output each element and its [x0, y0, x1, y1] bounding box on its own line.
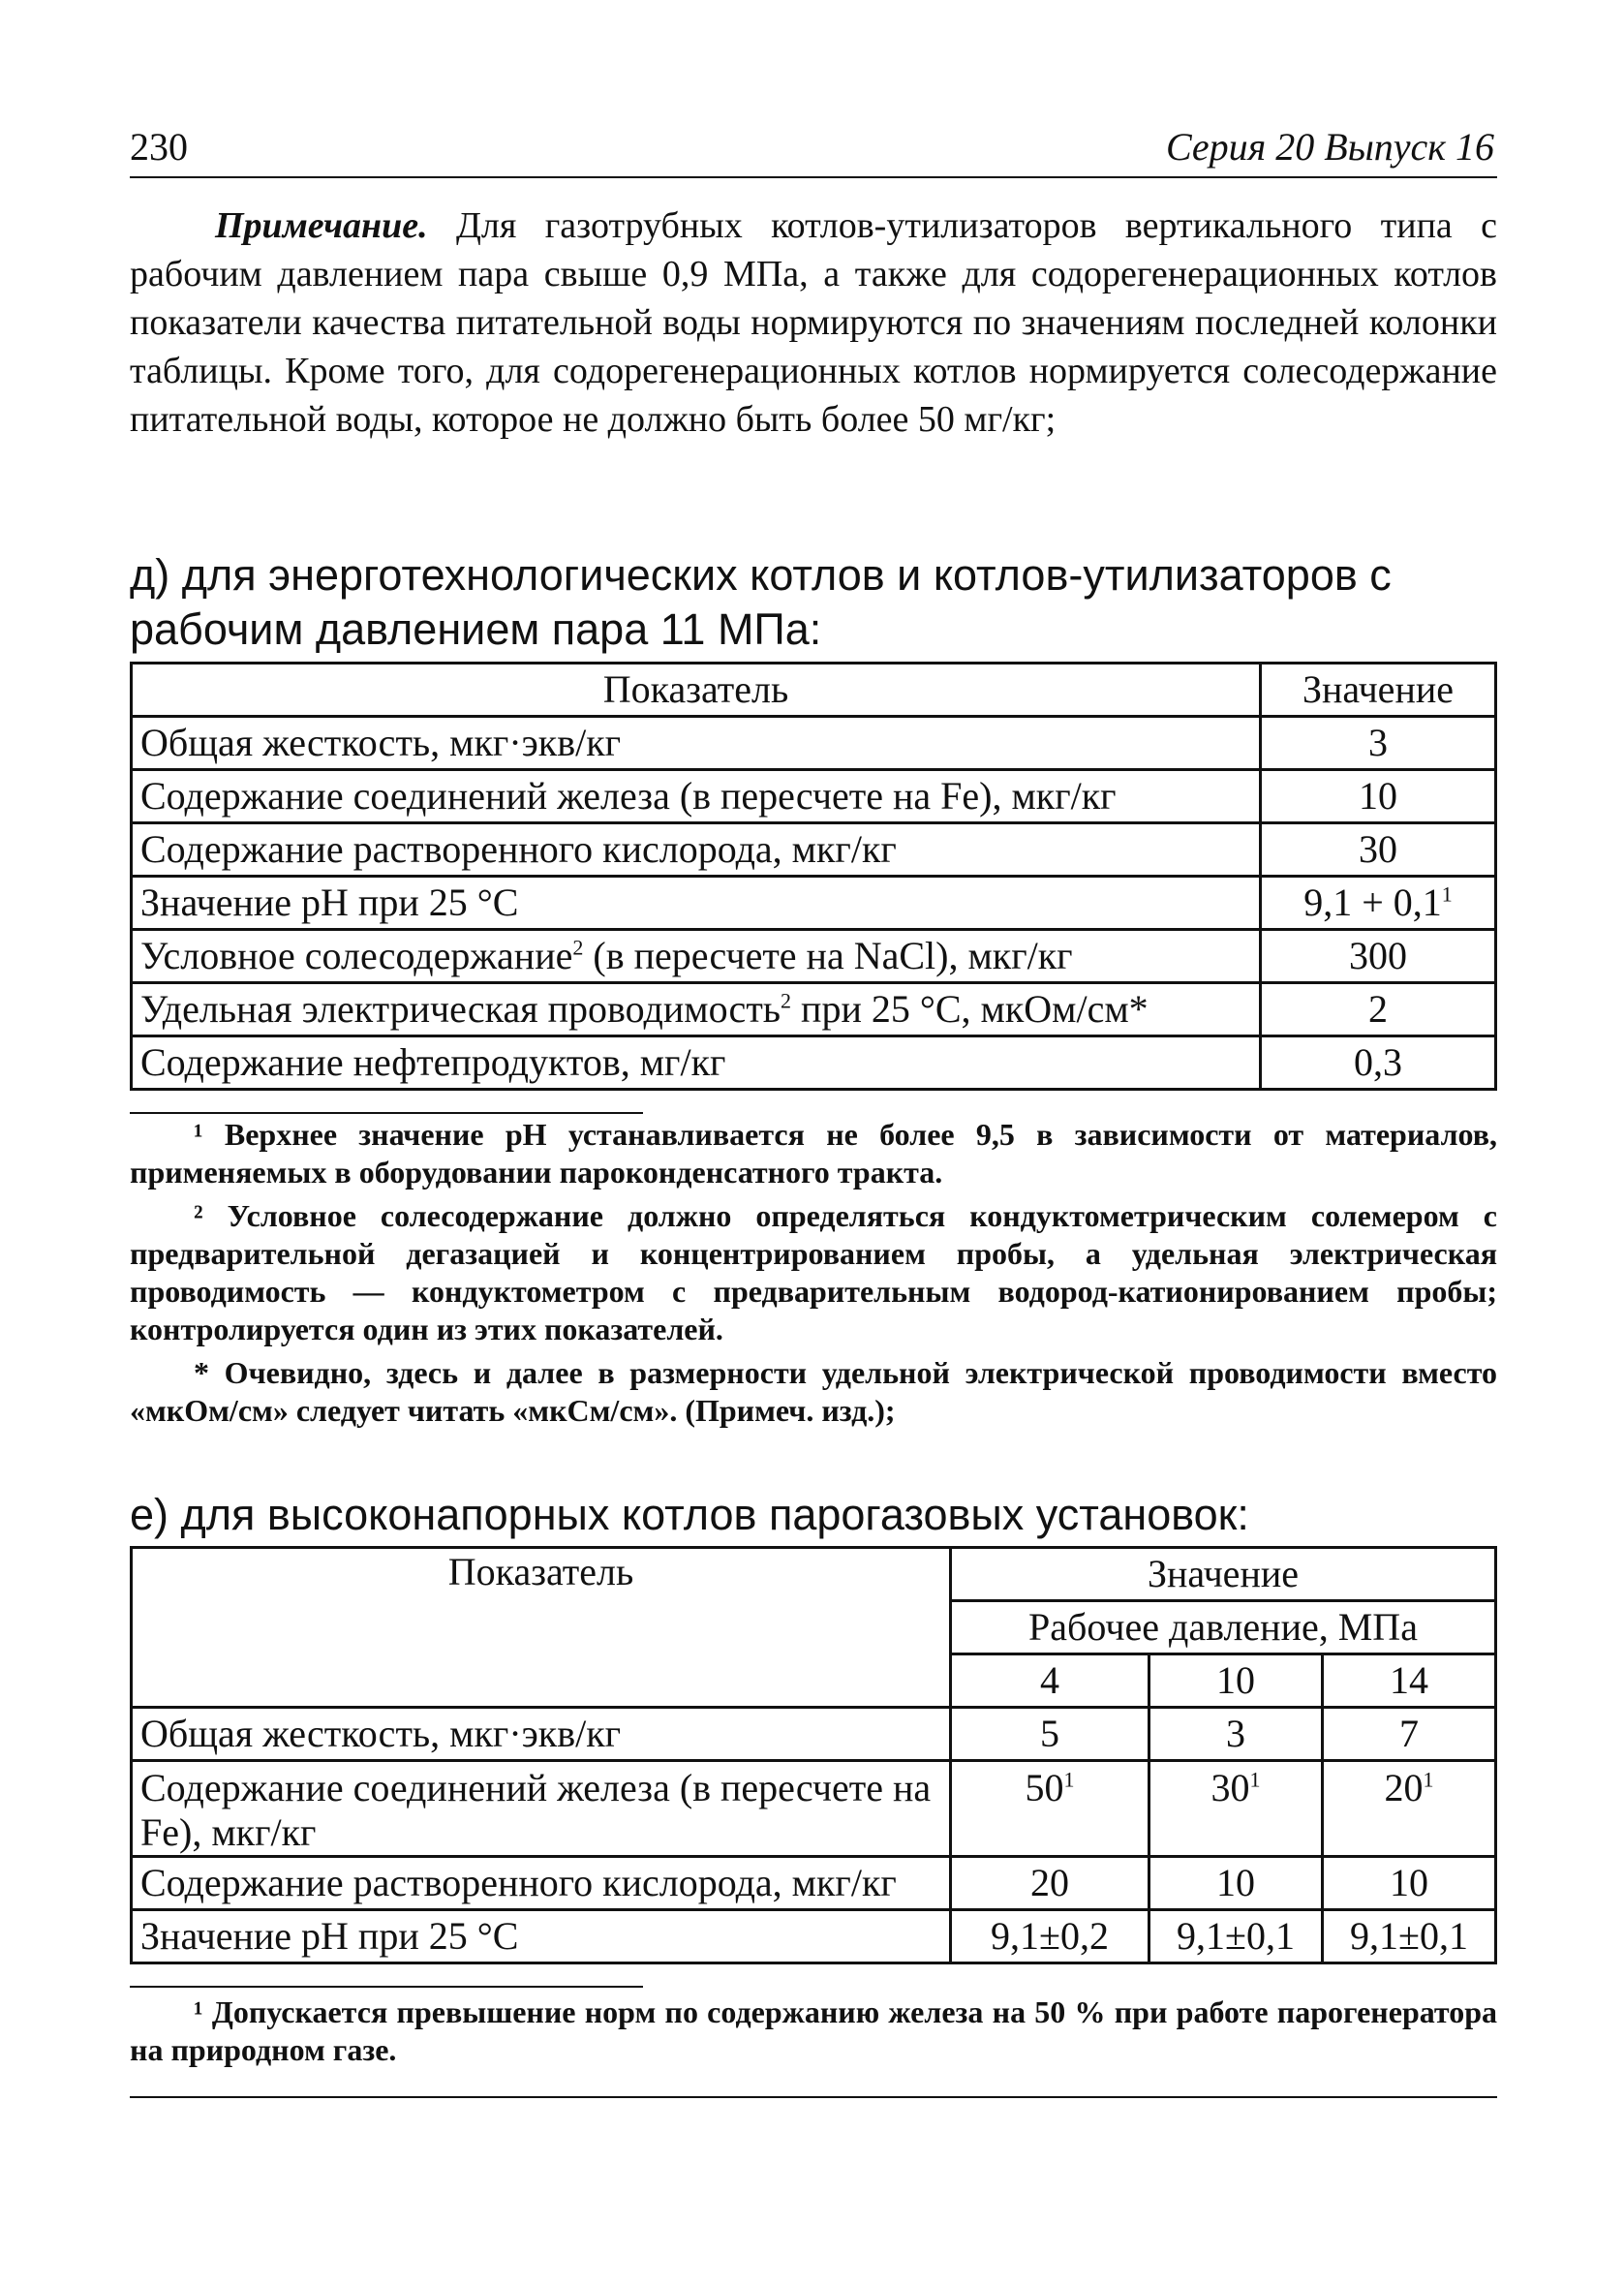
header-rule [130, 176, 1497, 178]
row-label: Содержание соединений железа (в пересчете на Fe), мкг/кг [132, 770, 1261, 823]
footnote-rule [130, 1112, 643, 1114]
table-row [132, 1857, 1496, 1910]
footnote-mark: 1 [1441, 881, 1453, 907]
table-e-col-value: Значение [951, 1548, 1496, 1601]
footnote-mark: 1 [1063, 1767, 1075, 1792]
row-label: Общая жесткость, мкг·экв/кг [132, 717, 1261, 770]
footnote-rule [130, 1986, 643, 1988]
footnote: ¹ Верхнее значение pH устанавливается не более 9,5 в зависимости от материалов, применяемых в оборудовании пароконденсатного тракта. [130, 1117, 1497, 1190]
row-value [1261, 877, 1496, 930]
table-row [132, 1910, 1496, 1963]
table-row [132, 877, 1496, 930]
row-label: Общая жесткость, мкг·экв/кг [132, 1708, 951, 1761]
row-value [951, 1761, 1149, 1857]
row-label-text: Удельная электрическая проводимость [140, 987, 781, 1031]
row-label: Содержание растворенного кислорода, мкг/кг [132, 823, 1261, 877]
table-d-header-row [132, 664, 1496, 717]
row-value: 2 [1261, 983, 1496, 1036]
table-e-col-pressure: Рабочее давление, МПа [951, 1601, 1496, 1654]
row-label [132, 930, 1261, 983]
row-label: Значение pH при 25 °C [132, 1910, 951, 1963]
row-value: 300 [1261, 930, 1496, 983]
row-value: 5 [951, 1708, 1149, 1761]
table-d-col-indicator: Показатель [132, 664, 1261, 717]
row-value: 10 [1261, 770, 1496, 823]
footnotes-d [130, 1116, 1497, 1436]
row-value-text: 20 [1384, 1766, 1424, 1809]
row-value [1149, 1761, 1323, 1857]
row-value: 9,1±0,2 [951, 1910, 1149, 1963]
row-value: 20 [951, 1857, 1149, 1910]
footnote: ¹ Допускается превышение норм по содержанию железа на 50 % при работе парогенератора на природном газе. [130, 1994, 1497, 2067]
footnote: ² Условное солесодержание должно определяться кондуктометрическим солемером с предварительной дегазацией и концентрированием пробы, а удельная электрическая проводимость — кондуктометром с предварительным водород-катионированием пробы; контролируется один из этих показателей. [130, 1198, 1497, 1346]
note-paragraph [130, 201, 1497, 444]
footnote-mark: 2 [572, 935, 584, 960]
table-e-col-indicator: Показатель [132, 1548, 951, 1708]
row-value-text: 50 [1025, 1766, 1064, 1809]
row-value: 9,1±0,1 [1323, 1910, 1496, 1963]
footnote-mark: 2 [781, 988, 792, 1013]
footnote: * Очевидно, здесь и далее в размерности удельной электрической проводимости вместо «мкОм/см» следует читать «мкСм/см». (Примеч. изд.); [130, 1355, 1497, 1428]
row-label: Содержание нефтепродуктов, мг/кг [132, 1036, 1261, 1090]
footnote-mark: 1 [1249, 1767, 1261, 1792]
row-value: 30 [1261, 823, 1496, 877]
series-title: Серия 20 Выпуск 16 [1165, 125, 1494, 169]
row-value-text: 9,1 + 0,1 [1303, 881, 1442, 924]
table-row [132, 823, 1496, 877]
row-label: Содержание соединений железа (в пересчете на Fe), мкг/кг [132, 1761, 951, 1857]
page-number: 230 [130, 125, 188, 169]
row-value: 7 [1323, 1708, 1496, 1761]
table-e [130, 1546, 1497, 1964]
row-value: 9,1±0,1 [1149, 1910, 1323, 1963]
footnotes-e [130, 1993, 1497, 2075]
note-text: Для газотрубных котлов-утилизаторов вертикального типа с рабочим давлением пара свыше 0,9 МПа, а также для содорегенерационных котлов показатели качества питательной воды нормируются по значениям последней колонки таблицы. Кроме того, для содорегенерационных котлов нормируется солесодержание питательной воды, которое не должно быть более 50 мг/кг; [130, 205, 1497, 440]
row-label [132, 983, 1261, 1036]
row-label: Содержание растворенного кислорода, мкг/кг [132, 1857, 951, 1910]
end-rule [130, 2096, 1497, 2098]
table-row [132, 983, 1496, 1036]
row-value: 0,3 [1261, 1036, 1496, 1090]
table-row [132, 1708, 1496, 1761]
table-row [132, 930, 1496, 983]
section-e-heading: е) для высоконапорных котлов парогазовых установок: [130, 1490, 1249, 1539]
row-value: 10 [1149, 1857, 1323, 1910]
row-value [1323, 1761, 1496, 1857]
pressure-value: 10 [1149, 1654, 1323, 1708]
pressure-value: 4 [951, 1654, 1149, 1708]
row-value: 3 [1261, 717, 1496, 770]
table-e-header-row [132, 1548, 1496, 1601]
note-label: Примечание. [215, 205, 428, 246]
row-label-text: при 25 °C, мкОм/см* [791, 987, 1149, 1031]
row-label: Значение pH при 25 °C [132, 877, 1261, 930]
row-label-text: (в пересчете на NaCl), мкг/кг [583, 934, 1073, 977]
table-row [132, 770, 1496, 823]
table-row [132, 1036, 1496, 1090]
pressure-value: 14 [1323, 1654, 1496, 1708]
row-label-text: Условное солесодержание [140, 934, 573, 977]
table-row [132, 1761, 1496, 1857]
footnote-mark: 1 [1423, 1767, 1434, 1792]
row-value: 10 [1323, 1857, 1496, 1910]
table-d [130, 662, 1497, 1091]
section-d-heading: д) для энерготехнологических котлов и котлов-утилизаторов с рабочим давлением пара 11 МПа: [130, 550, 1392, 654]
table-row [132, 717, 1496, 770]
row-value-text: 30 [1210, 1766, 1250, 1809]
row-value: 3 [1149, 1708, 1323, 1761]
table-d-col-value: Значение [1261, 664, 1496, 717]
